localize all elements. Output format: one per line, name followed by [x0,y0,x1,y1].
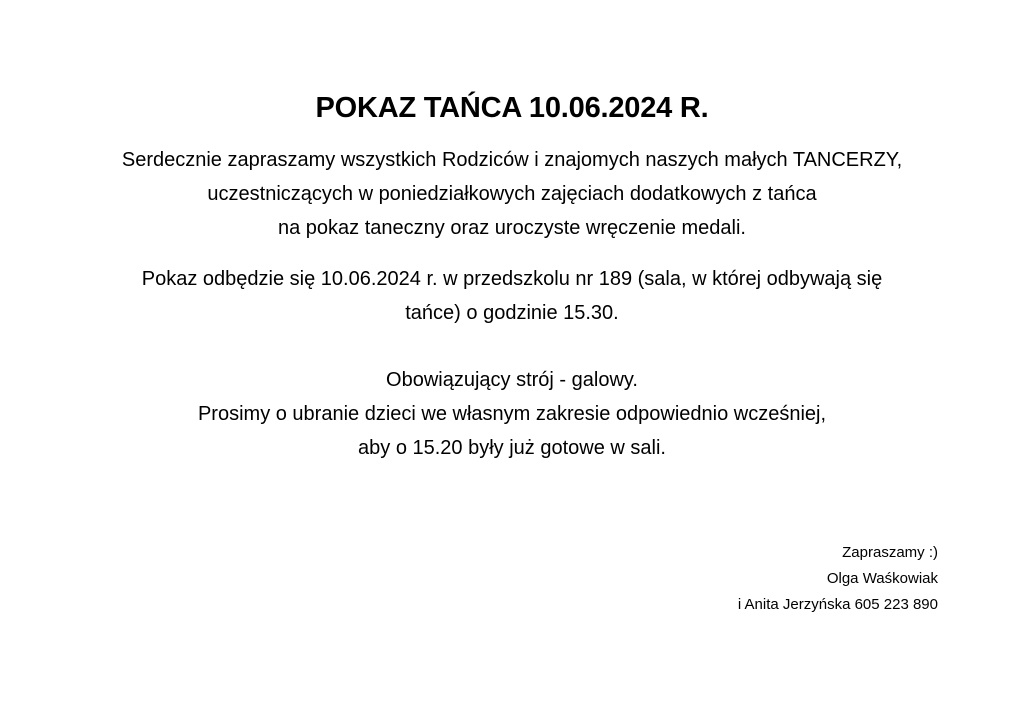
dress-code-line: aby o 15.20 były już gotowe w sali. [358,437,666,459]
dress-code-line: Obowiązujący strój - galowy. [386,369,638,391]
signature-block [738,540,938,618]
invitation-paragraph [60,143,964,245]
invitation-line: uczestniczących w poniedziałkowych zajęciach dodatkowych z tańca [207,183,817,205]
signature-line: Olga Waśkowiak [826,570,938,587]
invitation-line: Serdecznie zapraszamy wszystkich Rodziców i znajomych naszych małych TANCERZY, [121,149,903,171]
details-line: Pokaz odbędzie się 10.06.2024 r. w przedszkolu nr 189 (sala, w której odbywają się [141,268,883,290]
details-paragraph [60,262,964,330]
page-title: POKAZ TAŃCA 10.06.2024 R. [315,92,709,124]
dress-code-line: Prosimy o ubranie dzieci we własnym zakresie odpowiednio wcześniej, [197,403,827,425]
signature-line: i Anita Jerzyńska 605 223 890 [737,596,938,613]
invitation-line: na pokaz taneczny oraz uroczyste wręczenie medali. [277,217,746,239]
details-line: tańce) o godzinie 15.30. [405,302,619,324]
dress-code-paragraph [60,363,964,465]
signature-line: Zapraszamy :) [842,544,938,561]
